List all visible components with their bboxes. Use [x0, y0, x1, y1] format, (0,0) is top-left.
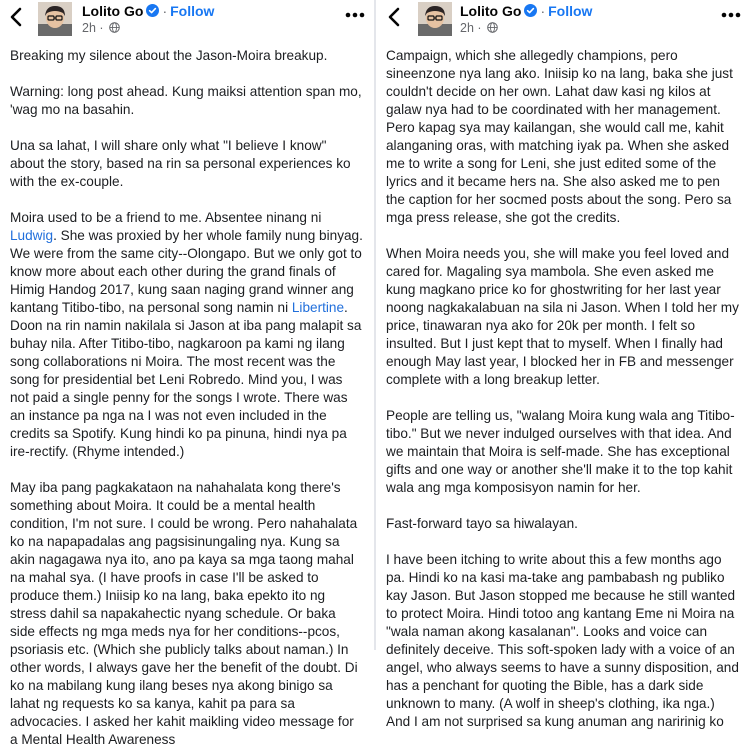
globe-icon: [109, 22, 120, 33]
paragraph: Breaking my silence about the Jason-Moira breakup.: [10, 48, 328, 63]
meta-separator: ·: [99, 21, 104, 35]
paragraph: Una sa lahat, I will share only what "I believe I know" about the story, based na rin sa personal experiences ko with the ex-couple.: [10, 138, 351, 189]
post-body: [376, 47, 750, 731]
paragraph-text: Moira used to be a friend to me. Absentee ninang ni: [10, 210, 322, 225]
follow-button[interactable]: Follow: [548, 3, 593, 19]
globe-icon: [487, 22, 498, 33]
post-time[interactable]: 2h: [460, 21, 474, 35]
post-meta: [82, 21, 120, 35]
avatar[interactable]: [38, 2, 72, 36]
more-options-icon[interactable]: [345, 12, 365, 18]
paragraph: May iba pang pagkakataon na nahahalata kong there's something about Moira. It could be a mental health condition, I'm not sure. I could be wrong. Pero nahahalata ko na napapadalas ang pagsisinungaling nya. Kung sa akin nagagawa nya ito, ano pa kaya sa mga taong mahal na mahal sya. (I have proofs in case I'll be asked to produce them.) Iniisip ko na lang, baka epekto ito ng stress dahil sa napakahectic nyang schedule. Or baka side effects ng mga meds nya for her conditions--pcos, psoriasis etc. (Which she publicly talks about naman.) In other words, I always gave her the benefit of the doubt. Di ko na mabilang kung ilang beses nya akong binigo sa lahat ng requests ko sa kanya, kahit pa para sa advocacies. I asked her kahit maikling video message for a Mental Health Awareness: [10, 480, 358, 747]
follow-button[interactable]: Follow: [170, 3, 215, 19]
paragraph: Fast-forward tayo sa hiwalayan.: [386, 516, 578, 531]
separator-dot: ·: [162, 3, 168, 19]
chevron-left-icon[interactable]: [6, 6, 28, 28]
paragraph: When Moira needs you, she will make you feel loved and cared for. Magaling sya mambola. She even asked me kung magkano price ko for ghostwriting for her last year noong nagkakalabuan na sila ni Jason. When I told her my price, tinawaran nya ako for 20k per month. I felt so insulted. But I just kept that to myself. When I finally had enough May last year, I blocked her in FB and messenger complete with a long breakup letter.: [386, 246, 739, 387]
author-name[interactable]: Lolito Go: [460, 3, 522, 19]
post-time[interactable]: 2h: [82, 21, 96, 35]
chevron-left-icon[interactable]: [384, 6, 406, 28]
author-name[interactable]: Lolito Go: [82, 3, 144, 19]
verified-badge-icon: [146, 4, 159, 17]
post-header: [376, 0, 750, 40]
meta-separator: ·: [477, 21, 482, 35]
verified-badge-icon: [524, 4, 537, 17]
author-line: [82, 3, 214, 19]
paragraph: [10, 209, 364, 461]
avatar[interactable]: [418, 2, 452, 36]
author-line: [460, 3, 592, 19]
post-body: [0, 47, 374, 749]
paragraph: People are telling us, "walang Moira kung wala ang Titibo-tibo." But we never indulged ourselves with that idea. And we maintain that Moira is self-made. She has exceptional gifts and one way or another she'll make it to the top kahit wala ang mga komposisyon namin for her.: [386, 408, 735, 495]
paragraph-text: . Doon na rin namin nakilala si Jason at iba pang malapit sa buhay nila. After Titibo-tibo, nagkaroon pa kami ng ilang song collaborations ni Moira. The most recent was the song for presidential bet Leni Robredo. Mind you, I was not paid a single penny for the songs I wrote. There was an instance pa nga na I was not even included in the credits sa Spotify. Kung hindi ko pa pinuna, hindi nya pa ire-rectify. (Rhyme intended.): [10, 300, 362, 459]
separator-dot: ·: [540, 3, 546, 19]
mention-link[interactable]: Ludwig: [10, 228, 54, 243]
paragraph: Warning: long post ahead. Kung maiksi attention span mo, 'wag mo na basahin.: [10, 84, 362, 117]
paragraph-text: . She was proxied by her whole family nung binyag. We were from the same city--Olongapo. But we only got to know more about each other during the grand finals of Himig Handog 2017, kung saan naging grand winner ang kantang Titibo-tibo, na personal song namin ni: [10, 228, 363, 315]
paragraph: I have been itching to write about this a few months ago pa. Hindi ko na kasi ma-take ang pambabash ng publiko kay Jason. But Jason stopped me because he still wanted to protect Moira. Hindi totoo ang kantang Eme ni Moira na "wala naman akong kasalanan". Looks and voice can definitely deceive. This soft-spoken lady with a voice of an angel, who always seems to have a sunny disposition, and has a penchant for quoting the Bible, has a dark side unknown to many. (A wolf in sheep's clothing, ika nga.) And I am not surprised sa kung anuman ang naririnig ko: [386, 552, 739, 729]
right-post-panel: [376, 0, 750, 729]
paragraph: Campaign, which she allegedly champions, pero sineenzone nya lang ako. Iniisip ko na lang, baka she just couldn't decide on her own. Lahat daw kasi ng kilos at galaw nya had to be coordinated with her management. Pero kapag sya may kailangan, she would call me, kahit alanganing oras, with matching iyak pa. When she asked me to write a song for Leni, she just edited some of the lyrics and it became hers na. She also asked me to pen the caption for her socmed posts about the song. Pero sa mga press release, she got the credits.: [386, 48, 733, 225]
mention-link[interactable]: Libertine: [291, 300, 345, 315]
post-meta: [460, 21, 498, 35]
left-post-panel: [0, 0, 374, 747]
post-header: [0, 0, 374, 40]
more-options-icon[interactable]: [721, 12, 741, 18]
